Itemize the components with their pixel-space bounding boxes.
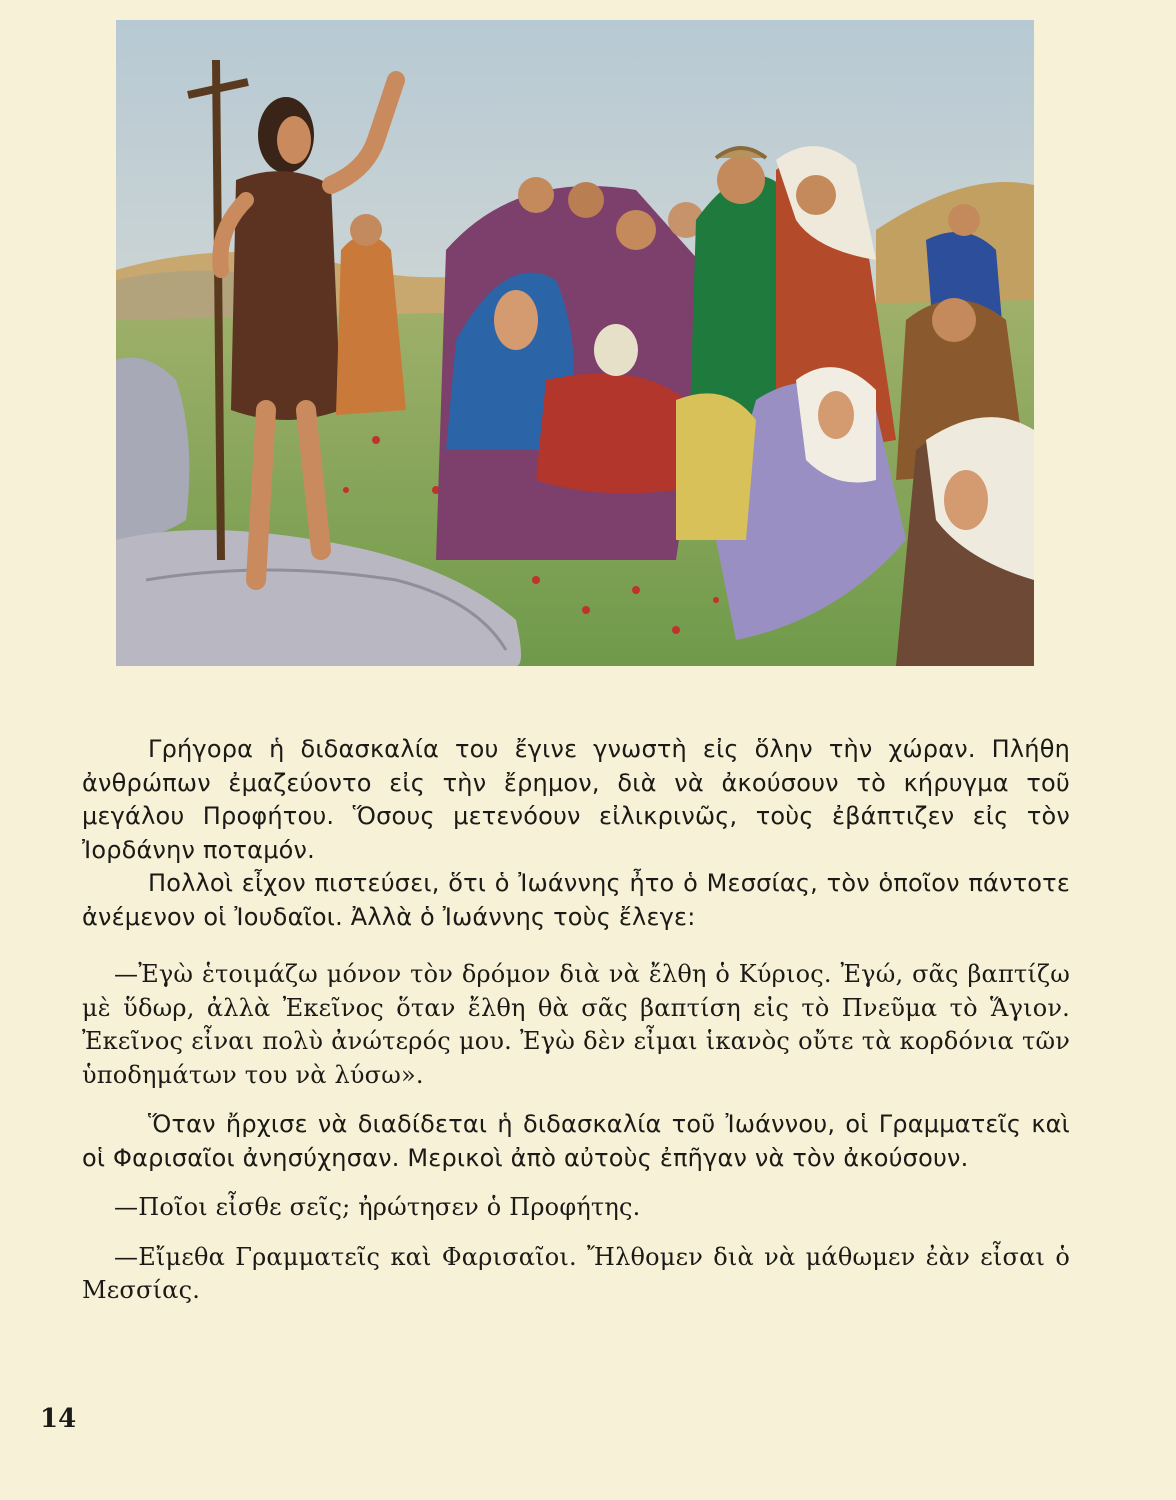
illustration [116, 20, 1034, 666]
paragraph-4: Ὅταν ἤρχισε νὰ διαδίδεται ἡ διδασκαλία τοῦ Ἰωάννου, οἱ Γραμματεῖς καὶ οἱ Φαρισαῖοι ἀνησύχησαν. Μερικοὶ ἀπὸ αὐτοὺς ἐπῆγαν νὰ τὸν ἀκούσουν. [82, 1110, 1070, 1172]
page-number: 14 [40, 1404, 77, 1434]
paragraph-6-dialogue: —Εἴμεθα Γραμματεῖς καὶ Φαρισαῖοι. Ἤλθομεν διὰ νὰ μάθωμεν ἐὰν εἶσαι ὁ Μεσσίας. [82, 1242, 1070, 1304]
paragraph-3-dialogue: —Ἐγὼ ἑτοιμάζω μόνον τὸν δρόμον διὰ νὰ ἔλθη ὁ Κύριος. Ἐγώ, σᾶς βαπτίζω μὲ ὕδωρ, ἀλλὰ Ἐκεῖνος ὅταν ἔλθη θὰ σᾶς βαπτίση εἰς τὸ Πνεῦμα τὸ Ἅγιον. Ἐκεῖνος εἶναι πολὺ ἀνώτερός μου. Ἐγὼ δὲν εἶμαι ἱκανὸς οὔτε τὰ κορδόνια τῶν ὑποδημάτων του νὰ λύσω». [82, 960, 1070, 1089]
paragraph-1: Γρήγορα ἡ διδασκαλία του ἔγινε γνωστὴ εἰς ὅλην τὴν χώραν. Πλήθη ἀνθρώπων ἐμαζεύοντο εἰς τὴν ἔρημον, διὰ νὰ ἀκούσουν τὸ κήρυγμα τοῦ μεγάλου Προφήτου. Ὅσους μετενόουν εἰλικρινῶς, τοὺς ἐβάπτιζεν εἰς τὸν Ἰορδάνην ποταμόν. [82, 735, 1070, 864]
paragraph-2: Πολλοὶ εἶχον πιστεύσει, ὅτι ὁ Ἰωάννης ἦτο ὁ Μεσσίας, τὸν ὁποῖον πάντοτε ἀνέμενον οἱ Ἰουδαῖοι. Ἀλλὰ ὁ Ἰωάννης τοὺς ἔλεγε: [82, 869, 1070, 931]
body-text [82, 733, 1070, 1308]
paragraph-5-dialogue: —Ποῖοι εἶσθε σεῖς; ἠρώτησεν ὁ Προφήτης. [114, 1193, 641, 1221]
